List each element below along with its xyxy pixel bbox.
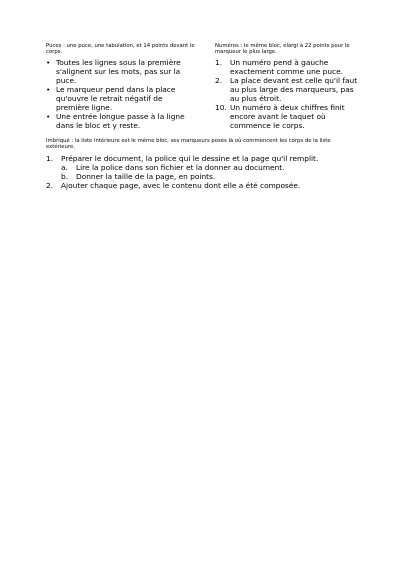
nested-list [46,154,366,190]
list-item-text: Une entrée longue passe à la ligne dans le bloc et y reste. [56,112,185,130]
list-item-text: Un numéro pend à gauche exactement comme une puce. [230,58,343,76]
list-item-text: Donner la taille de la page, en points. [76,172,216,181]
list-item-text: Toutes les lignes sous la première s'alignent sur les mots, pas sur la puce. [56,58,181,85]
numbered-list [215,58,360,130]
list-item [215,103,360,130]
inner-list [61,163,366,181]
list-item [46,85,194,112]
list-item-text: Lire la police dans son fichier et la donner au document. [76,163,285,172]
list-item-text: Le marqueur pend dans la place qu'ouvre le retrait négatif de première ligne. [56,85,176,112]
list-item [46,181,366,190]
list-item [46,58,194,85]
list-item-text: Préparer le document, la police qui le dessine et la page qu'il remplit. [61,154,319,163]
bullet-marker: • [46,112,51,121]
number-marker: 1. [46,154,54,163]
letter-marker: a. [61,163,68,172]
letter-marker: b. [61,172,69,181]
list-item [61,163,366,172]
list-item [215,58,360,76]
list-item [61,172,366,181]
list-item [215,76,360,103]
nested-caption: Imbriqué : la liste intérieure est le même bloc, ses marqueurs posés là où commencent les corps de la liste extérieure. [46,138,331,151]
bullet-marker: • [46,58,51,67]
number-marker: 2. [215,76,223,85]
number-marker: 1. [215,58,223,67]
number-marker: 2. [46,181,54,190]
list-item-text: La place devant est celle qu'il faut au plus large des marqueurs, pas au plus étroit. [230,76,358,103]
list-item [46,112,194,130]
bullets-caption: Puces : une puce, une tabulation, et 14 points devant le corps. [46,43,195,56]
bullet-list [46,58,194,130]
list-item-text: Un numéro à deux chiffres finit encore avant le taquet où commence le corps. [230,103,345,130]
numbered-caption: Numéros : le même bloc, élargi à 22 points pour le marqueur le plus large. [215,43,350,56]
number-marker: 10. [215,103,227,112]
list-item [46,154,366,181]
bullet-marker: • [46,85,51,94]
list-item-text: Ajouter chaque page, avec le contenu dont elle a été composée. [61,181,301,190]
